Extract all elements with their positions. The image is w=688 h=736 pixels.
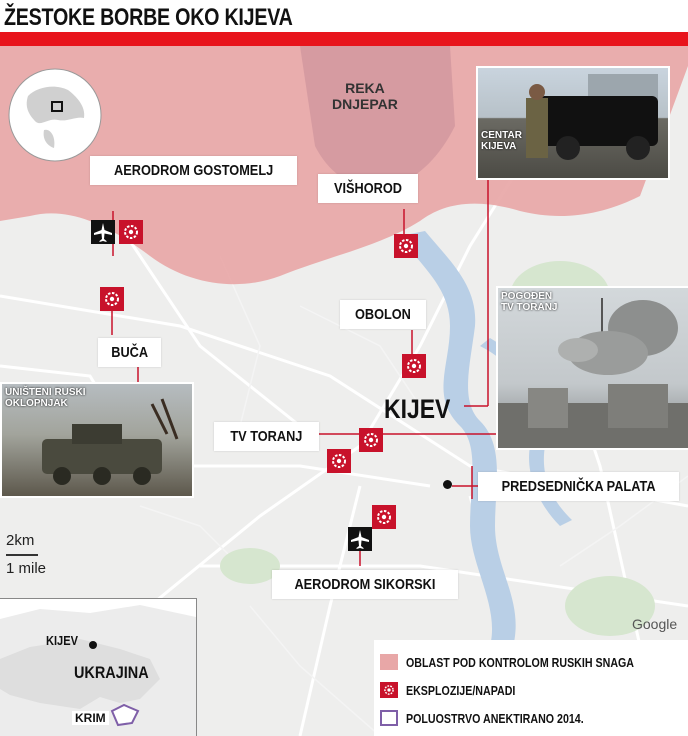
explosion-icon bbox=[359, 428, 383, 452]
explosion-icon bbox=[372, 505, 396, 529]
inset-label-kyiv: KIJEV bbox=[46, 633, 78, 648]
legend bbox=[374, 640, 688, 736]
annexed-swatch bbox=[380, 710, 398, 726]
airplane-icon bbox=[348, 527, 372, 551]
ukraine-inset-map bbox=[0, 598, 197, 736]
inset-label-crimea: KRIM bbox=[72, 711, 109, 725]
explosion-icon bbox=[402, 354, 426, 378]
airplane-icon bbox=[91, 220, 115, 244]
legend-item-explosions: EKSPLOZIJE/NAPADI bbox=[380, 680, 539, 700]
scale-bar bbox=[6, 554, 38, 556]
legend-item-annexed: POLUOSTRVO ANEKTIRANO 2014. bbox=[380, 708, 623, 728]
control-area-swatch bbox=[380, 654, 398, 670]
palace-marker bbox=[443, 480, 452, 489]
title-accent-bar bbox=[0, 32, 688, 46]
label-tv-tower: TV TORANJ bbox=[214, 422, 319, 451]
label-gostomel-airport: AERODROM GOSTOMELJ bbox=[90, 156, 297, 185]
photo-destroyed-apc: UNIŠTENI RUSKI OKLOPNJAK bbox=[0, 382, 194, 498]
label-presidential-palace: PREDSEDNIČKA PALATA bbox=[478, 472, 679, 501]
globe-icon bbox=[6, 66, 104, 164]
inset-label-ukraine: UKRAJINA bbox=[74, 663, 149, 682]
river-label: REKA DNJEPAR bbox=[332, 80, 398, 112]
explosion-icon bbox=[100, 287, 124, 311]
explosion-icon bbox=[327, 449, 351, 473]
photo-tv-tower-hit: POGOĐEN TV TORANJ bbox=[496, 286, 688, 450]
explosion-icon bbox=[380, 682, 398, 698]
google-attribution: Google bbox=[632, 616, 678, 632]
kyiv-map bbox=[0, 46, 688, 736]
label-obolon: OBOLON bbox=[340, 300, 426, 329]
scale-km: 2km bbox=[6, 532, 35, 549]
label-bucha: BUČA bbox=[98, 338, 161, 367]
explosion-icon bbox=[119, 220, 143, 244]
city-label-kyiv: KIJEV bbox=[384, 394, 451, 424]
photo-center-kyiv: CENTAR KIJEVA bbox=[476, 66, 670, 180]
page-title: ŽESTOKE BORBE OKO KIJEVA bbox=[4, 4, 293, 31]
explosion-icon bbox=[394, 234, 418, 258]
label-sikorski-airport: AERODROM SIKORSKI bbox=[272, 570, 458, 599]
legend-item-control-area: OBLAST POD KONTROLOM RUSKIH SNAGA bbox=[380, 652, 684, 672]
scale-mile: 1 mile bbox=[6, 560, 47, 577]
label-vishorod: VIŠHOROD bbox=[318, 174, 418, 203]
